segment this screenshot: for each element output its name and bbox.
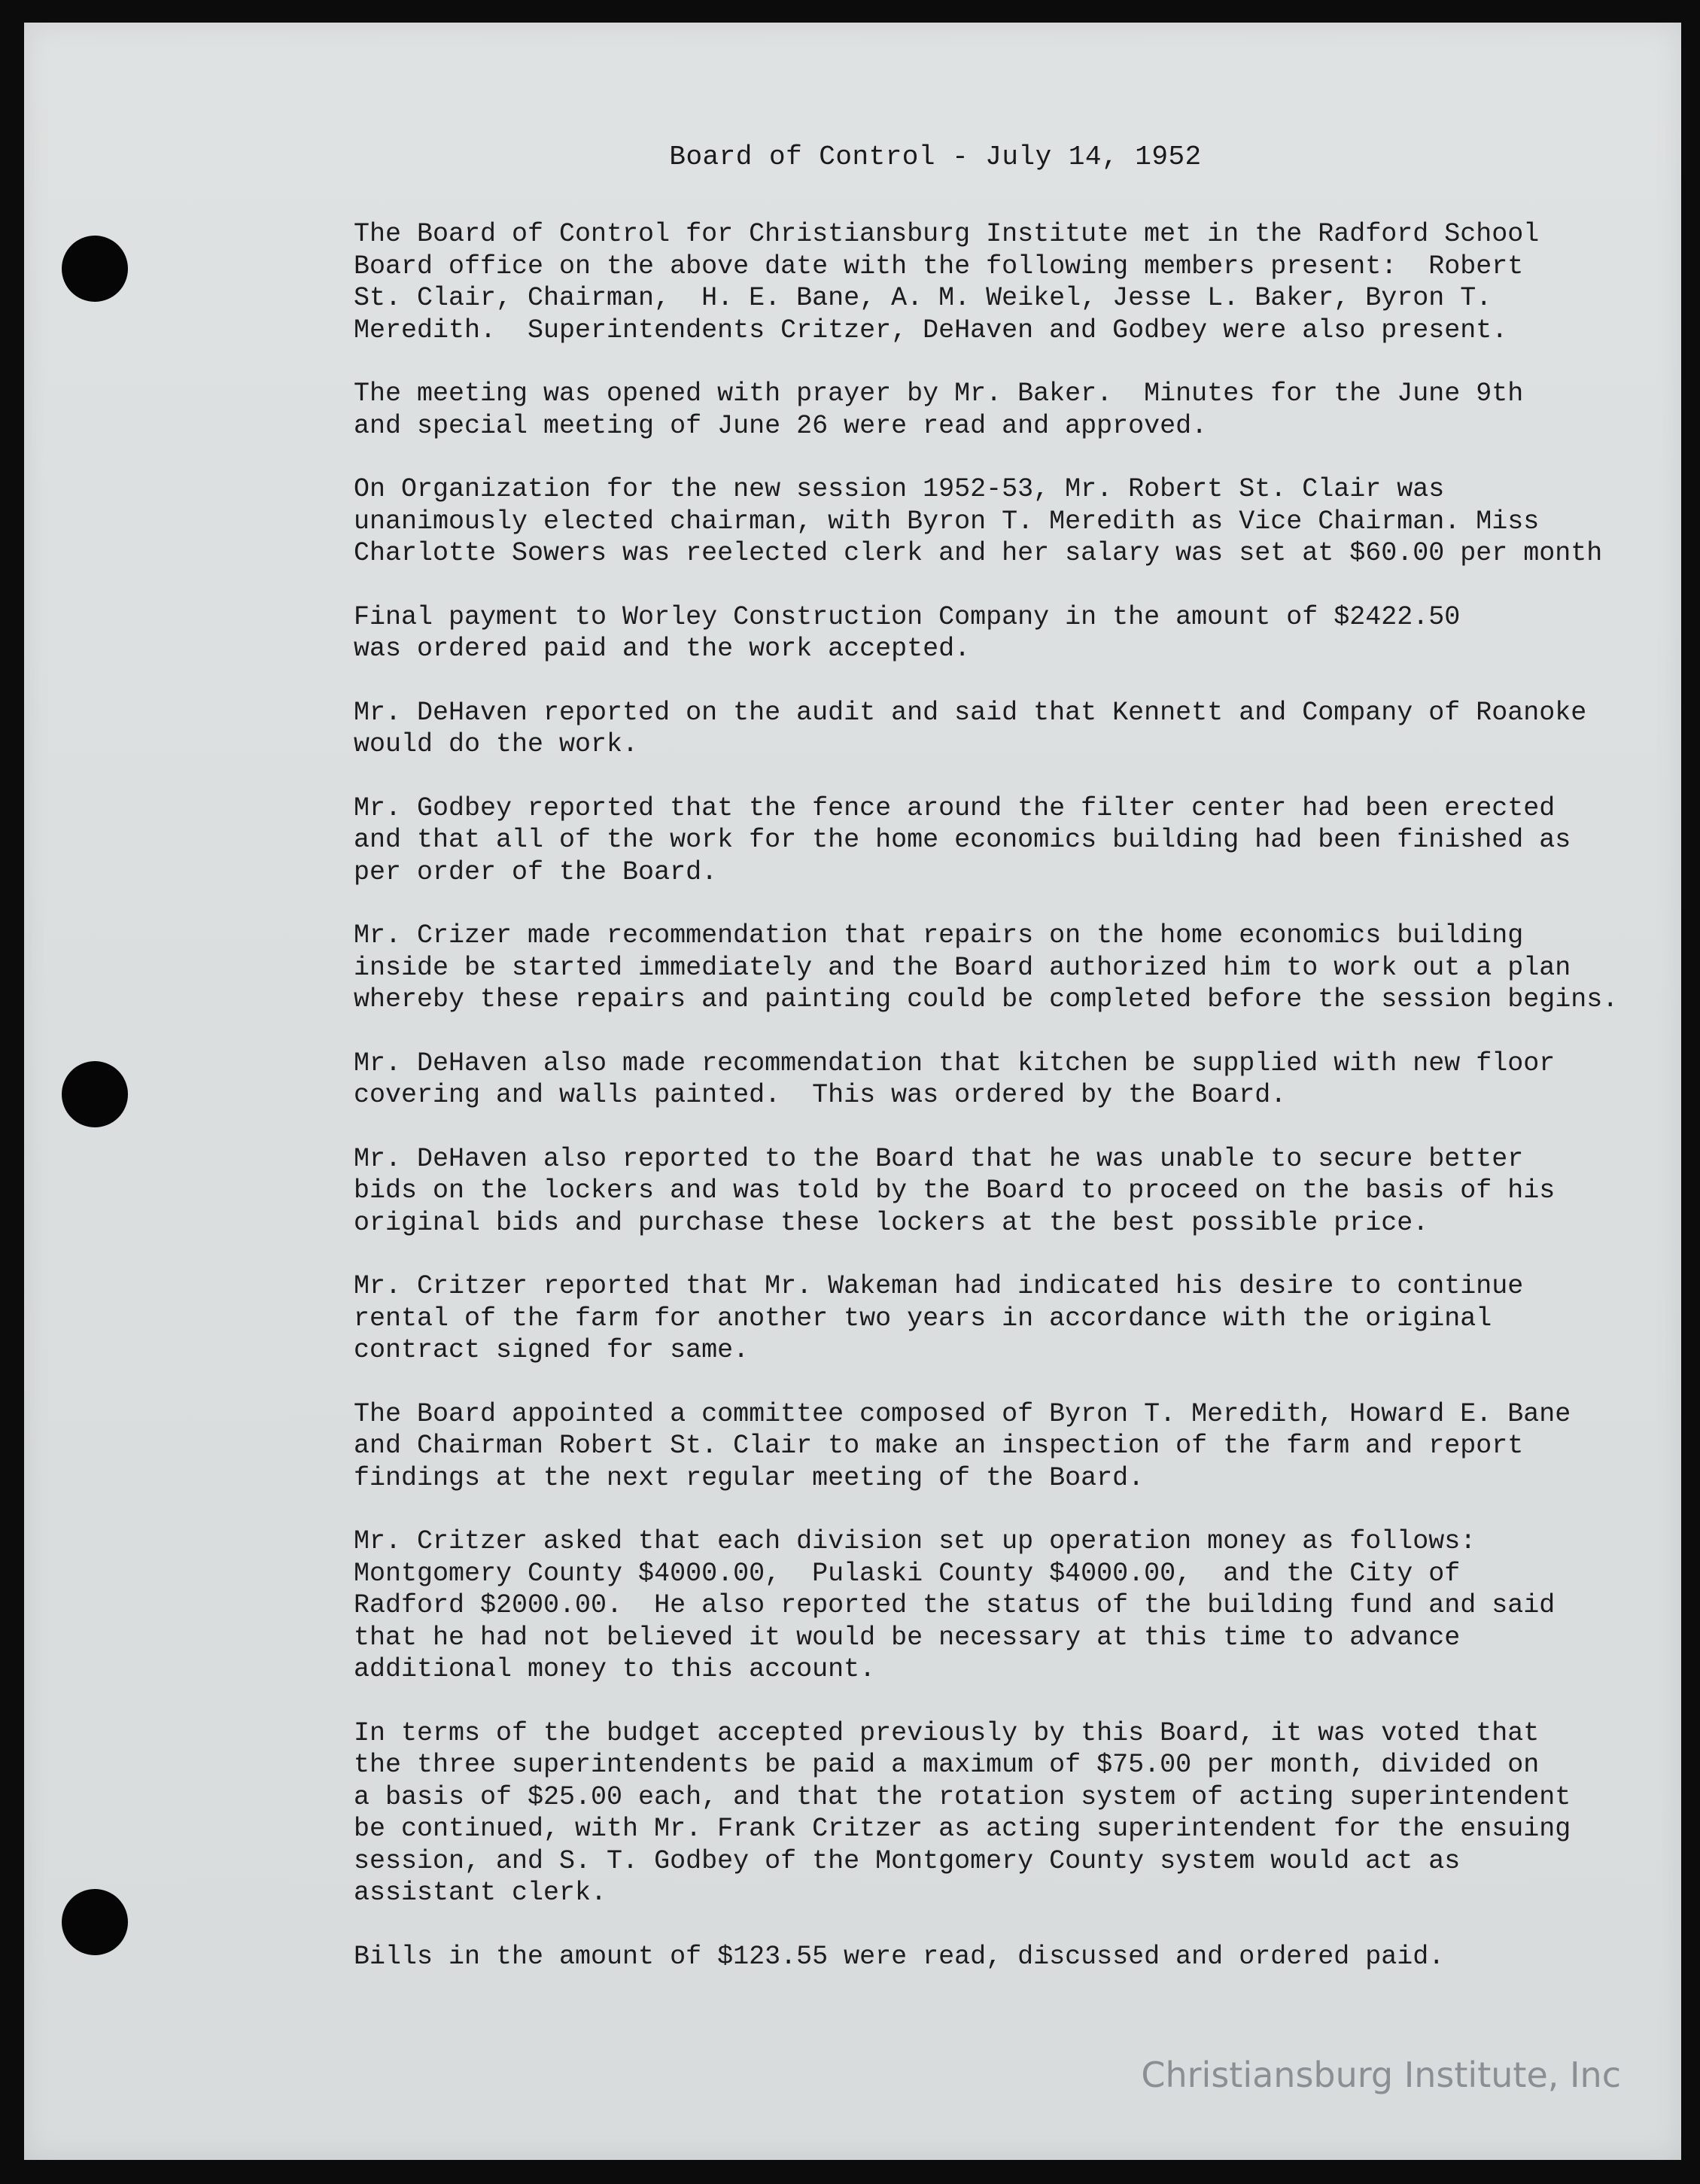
paragraph-attendance: The Board of Control for Christiansburg Institute met in the Radford School Board office on the above date with the following members present: Robert St. Clair, Chairman, H. E. Bane, A. M. Weikel, Jesse L. Baker, Byron T. Meredith. Superintendents Critzer, DeHaven and Godbey were also present. [354,219,1540,345]
paragraph-farm-rental: Mr. Critzer reported that Mr. Wakeman had indicated his desire to continue rental of the farm for another two years in accordance with the original contract signed for same. [354,1271,1524,1365]
paragraph-committee: The Board appointed a committee composed of Byron T. Meredith, Howard E. Bane and Chairman Robert St. Clair to make an inspection of the farm and report findings at the next regular meeting of the Board. [354,1398,1571,1493]
paragraph-budget: In terms of the budget accepted previously by this Board, it was voted that the three superintendents be paid a maximum of $75.00 per month, divided on a basis of $25.00 each, and that the rotation system of acting superintendent be continued, with Mr. Frank Critzer as acting superintendent for the ensuing session, and S. T. Godbey of the Montgomery County system would act as assistant clerk. [354,1717,1571,1908]
paragraph-lockers: Mr. DeHaven also reported to the Board that he was unable to secure better bids on the lockers and was told by the Board to proceed on the basis of his original bids and purchase these lockers at the best possible price. [354,1143,1556,1238]
minutes-body [354,218,1678,2004]
paragraph-kitchen: Mr. DeHaven also made recommendation that kitchen be supplied with new floor covering and walls painted. This was ordered by the Board. [354,1048,1556,1110]
paragraph-operation-money: Mr. Critzer asked that each division set up operation money as follows: Montgomery County $4000.00, Pulaski County $4000.00, and the City of Radford $2000.00. He also reported the status of the building fund and said that he had not believed it would be necessary at this time to advance additional money to this account. [354,1526,1556,1684]
punch-hole [62,1061,128,1127]
paragraph-bills: Bills in the amount of $123.55 were read, discussed and ordered paid. [354,1941,1445,1972]
paragraph-audit: Mr. DeHaven reported on the audit and said that Kennett and Company of Roanoke would do the work. [354,697,1587,759]
watermark-text: Christiansburg Institute, Inc [1141,2055,1621,2095]
paragraph-repairs: Mr. Crizer made recommendation that repairs on the home economics building inside be started immediately and the Board authorized him to work out a plan whereby these repairs and painting could be completed before the session begins. [354,920,1619,1014]
paragraph-final-payment: Final payment to Worley Construction Company in the amount of $2422.50 was ordered paid and the work accepted. [354,601,1461,664]
paragraph-opening: The meeting was opened with prayer by Mr. Baker. Minutes for the June 9th and special meeting of June 26 were read and approved. [354,379,1524,441]
document-title: Board of Control - July 14, 1952 [669,141,1202,172]
punch-hole [62,1889,128,1955]
document-page [24,23,1681,2160]
punch-hole [62,236,128,302]
paragraph-fence: Mr. Godbey reported that the fence around the filter center had been erected and that all of the work for the home economics building had been finished as per order of the Board. [354,792,1571,887]
paragraph-organization: On Organization for the new session 1952-53, Mr. Robert St. Clair was unanimously elected chairman, with Byron T. Meredith as Vice Chairman. Miss Charlotte Sowers was reelected clerk and her salary was set at $60.00 per month [354,474,1603,568]
